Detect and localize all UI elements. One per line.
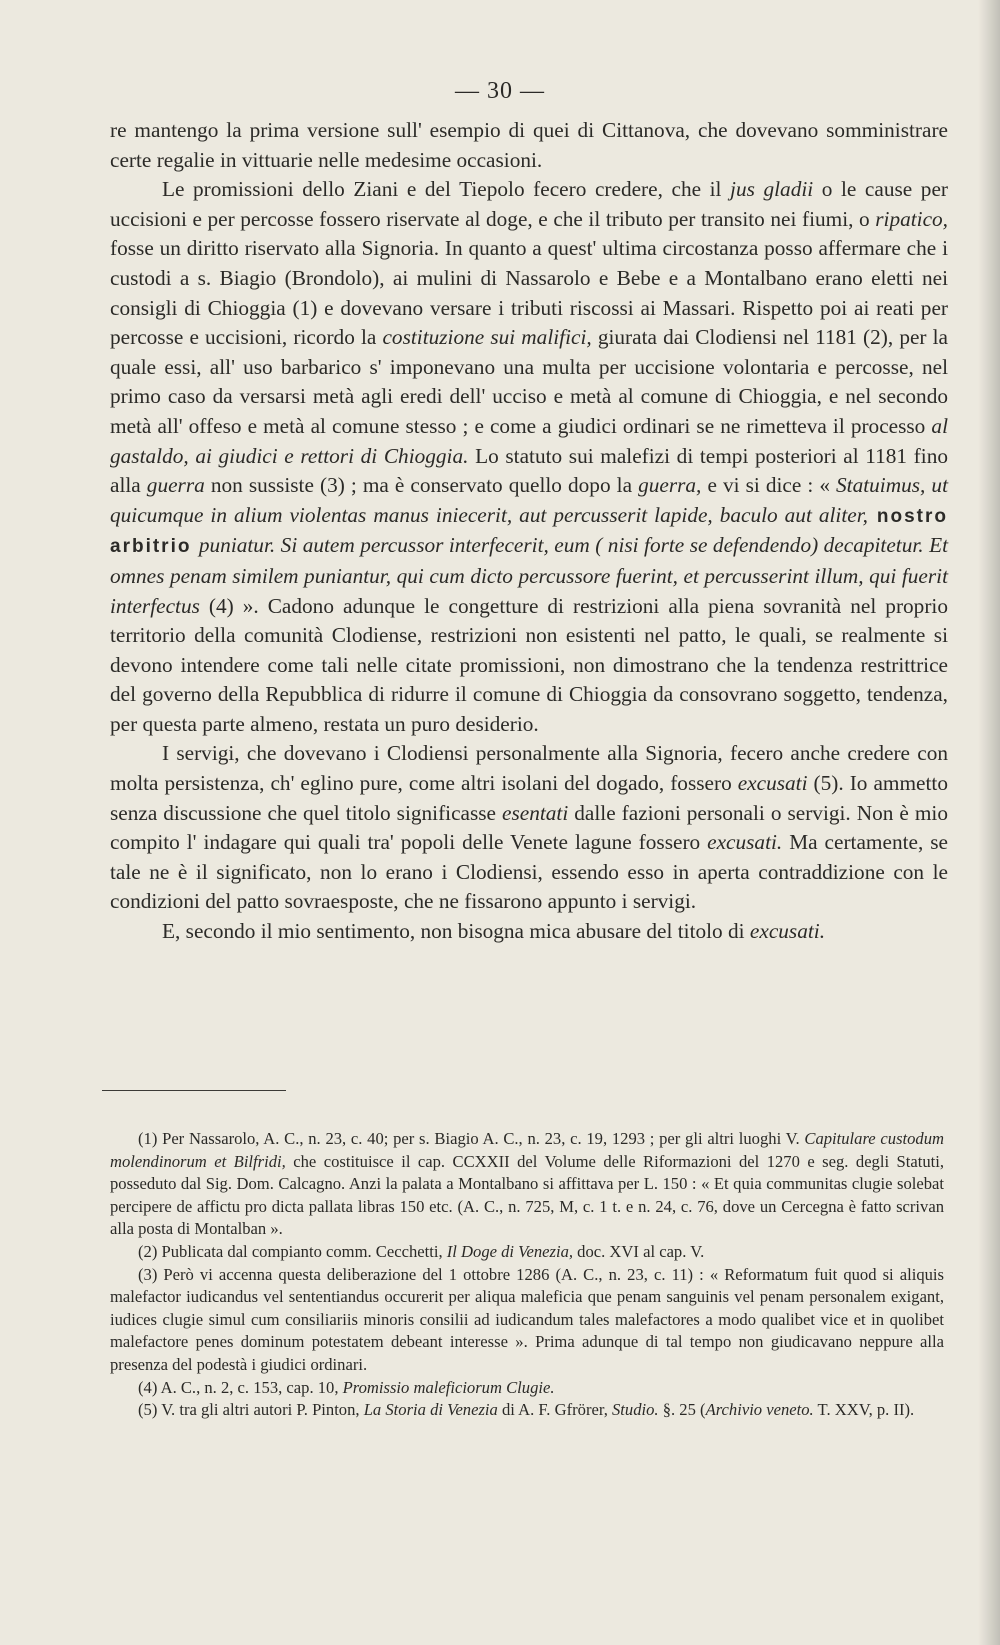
italic-text-run: Il Doge di Venezia,: [446, 1241, 574, 1261]
footnote-3: [110, 1264, 944, 1377]
text-run: dalle fazioni personali o servigi. Non è mio compito l' indagare qui quali tra' popoli delle Venete lagune fossero: [110, 800, 949, 855]
text-run: T. XXV, p. II).: [813, 1400, 915, 1420]
italic-text-run: guerra: [146, 473, 205, 498]
text-run: (2) Publicata dal compianto comm. Cecchetti,: [138, 1241, 447, 1261]
italic-text-run: Studio.: [612, 1400, 659, 1420]
text-run: non sussiste (3) ; ma è conservato quello dopo la: [204, 473, 639, 498]
italic-text-run: puniatur. Si autem percussor interfecerit, eum ( nisi forte se defendendo) decapitetur. Et omnes penam similem puniantur, qui cum dicto percussore fuerint, et percusserint illum, qui fuerit interfectus: [110, 533, 948, 618]
footnote-1: [110, 1128, 944, 1241]
text-run: (5) V. tra gli altri autori P. Pinton,: [138, 1400, 364, 1420]
paragraph-3: [110, 739, 948, 917]
text-run: I servigi, che dovevano i Clodiensi personalmente alla Signoria, fecero anche credere con molta persistenza, ch' eglino pure, come altri isolani del dogado, fossero: [110, 741, 948, 796]
spaced-text-run: nostro arbitrio: [110, 505, 948, 558]
text-run: doc. XVI al cap. V.: [573, 1241, 705, 1261]
text-run: (5). Io ammetto senza discussione che quel titolo significasse: [110, 771, 948, 825]
italic-text-run: Capitulare custodum molendinorum et Bilfridi,: [110, 1129, 945, 1171]
text-run: di A. F. Gfrörer,: [497, 1400, 612, 1420]
italic-text-run: jus gladii: [730, 177, 814, 202]
text-run: giurata dai Clodiensi nel 1181 (2), per la quale essi, all' uso barbarico s' imponevano una multa per uccisione volontaria e percosse, nel primo caso da versarsi metà agli eredi dell' ucciso e metà al comune di Chioggia, e nel secondo metà all' offeso e metà al comune stesso ; e come a giudici ordinari se ne rimetteva il processo: [110, 325, 948, 438]
footnote-separator: [102, 1090, 286, 1091]
text-run: E, secondo il mio sentimento, non bisogna mica abusare del titolo di: [162, 919, 750, 944]
paragraph-1: re mantengo la prima versione sull' esempio di quei di Cittanova, che dovevano somministrare certe regalie in vittuarie nelle medesime occasioni.: [110, 118, 948, 172]
text-run: o le cause per uccisioni e per percosse fossero riservate al doge, e che il tributo per transito nei fiumi, o: [110, 177, 949, 231]
page-edge-shadow: [978, 0, 1000, 1645]
footnote-2: [110, 1241, 944, 1264]
paragraph-2: [110, 175, 948, 739]
italic-text-run: costituzione sui malifici,: [382, 325, 592, 350]
italic-text-run: excusati.: [707, 830, 783, 855]
text-run: che costituisce il cap. CCXXII del Volume delle Riformazioni del 1270 e seg. degli Statuti, posseduto dal Sig. Dom. Calcagno. Anzi la palata a Montalbano si affittava per L. 150 : « Et quia communitas clugie solebat percipere de affictu pro dicta pallata libras 150 etc. (A. C., n. 725, M, c. 1 t. e n. 24, c. 76, dove un Cercegna è fatto scrivan alla posta di Montalban ».: [110, 1151, 945, 1239]
footnotes: [110, 1128, 944, 1422]
italic-text-run: guerra,: [638, 473, 702, 498]
text-run: e vi si dice : «: [701, 473, 837, 498]
main-text: [110, 116, 948, 947]
text-run: Lo statuto sui malefizi di tempi posteriori al 1181 fino alla: [110, 443, 948, 498]
text-run: (4) A. C., n. 2, c. 153, cap. 10,: [138, 1377, 343, 1397]
italic-text-run: Promissio maleficiorum Clugie.: [342, 1377, 555, 1397]
footnote-4: [110, 1377, 944, 1400]
text-run: Le promissioni dello Ziani e del Tiepolo fecero credere, che il: [162, 177, 731, 202]
text-run: Ma certamente, se tale ne è il significato, non lo erano i Clodiensi, essendo esso in aperta contraddizione con le condizioni del patto sovraesposte, che ne fissarono appunto i servigi.: [110, 830, 948, 914]
text-run: fosse un diritto riservato alla Signoria. In quanto a quest' ultima circostanza posso affermare che i custodi a s. Biagio (Brondolo), ai mulini di Nassarolo e Bebe e a Montalbano erano eletti nei consigli di Chioggia (1) e dovevano versare i tributi riscossi ai Massari. Rispetto poi ai reati per percosse e uccisioni, ricordo la: [110, 236, 948, 350]
italic-text-run: Archivio veneto.: [705, 1400, 814, 1420]
text-run: (3) Però vi accenna questa deliberazione del 1 ottobre 1286 (A. C., n. 23, c. 11) : « Reformatum fuit quod si aliquis malefactor iudicandus vel sententiandus occurerit per aliqua maleficia que penam sanguinis vel penam personalem exigant, iudices clugie simul cum consiliariis minoris consilii ad iudicandum tales malefactores a modo qualibet vice et in quolibet malefactore penes dominum potestatem debeant interesse ». Prima adunque di tal tempo non giudicavano neppure alla presenza del podestà i giudici ordinari.: [110, 1264, 944, 1374]
text-run: (4) ». Cadono adunque le congetture di restrizioni alla piena sovranità nel proprio territorio della comunità Clodiense, restrizioni non esistenti nel patto, le quali, se realmente si devono intendere come tali nelle citate promissioni, non dimostrano che la tendenza restrittrice del governo della Repubblica di ridurre il comune di Chioggia da consovrano soggetto, tendenza, per questa parte almeno, restata un puro desiderio.: [110, 593, 948, 736]
italic-text-run: esentati: [502, 800, 569, 825]
paragraph-4: [110, 917, 948, 947]
italic-text-run: Statuimus, ut quicumque in alium violentas manus iniecerit, aut percusserit lapide, baculo aut aliter,: [110, 473, 948, 527]
italic-text-run: excusati: [737, 771, 808, 796]
text-run: §. 25 (: [658, 1400, 706, 1420]
page-number: — 30 —: [455, 78, 545, 104]
italic-text-run: excusati.: [749, 919, 826, 944]
footnote-5: [110, 1399, 944, 1422]
italic-text-run: ripatico,: [875, 206, 948, 231]
italic-text-run: al gastaldo, ai giudici e rettori di Chioggia.: [110, 413, 948, 468]
italic-text-run: La Storia di Venezia: [363, 1400, 498, 1420]
text-run: (1) Per Nassarolo, A. C., n. 23, c. 40; per s. Biagio A. C., n. 23, c. 19, 1293 ; per gli altri luoghi V.: [138, 1129, 805, 1148]
